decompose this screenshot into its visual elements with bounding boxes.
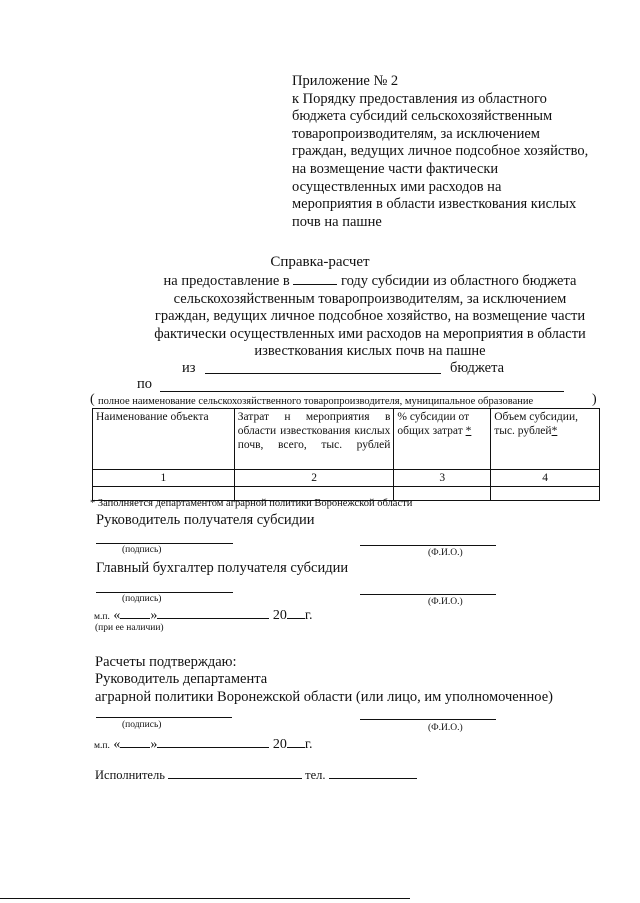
appendix-line: товаропроизводителям, за исключением — [292, 125, 540, 142]
year-prefix: 20 — [272, 608, 287, 623]
certificate-line: граждан, ведущих личное подсобное хозяйство, на возмещение части — [154, 308, 586, 325]
certificate-body — [100, 272, 640, 361]
line1-post: году субсидии из областного бюджета — [341, 273, 577, 289]
budget-label: бюджета — [450, 360, 505, 376]
executor-field[interactable] — [168, 766, 302, 779]
seal-label: м.п. — [94, 741, 110, 751]
header-costs: Затрат н мероприятия в области известкования кислых почв, всего, тыс. рублей — [234, 409, 394, 470]
year-field[interactable] — [287, 735, 305, 748]
seal-label: м.п. — [94, 612, 110, 622]
month-field[interactable] — [157, 606, 269, 619]
name-caption: (Ф.И.О.) — [428, 597, 463, 607]
from-label: из — [182, 360, 196, 376]
header-subsidy-volume: Объем субсидии, тыс. рублей* — [491, 409, 600, 470]
quote-close: » — [150, 608, 158, 623]
certificate-line: сельскохозяйственным товаропроизводителям, за исключением — [173, 290, 567, 307]
table-header-row — [93, 409, 600, 470]
certificate-title: Справка-расчет — [270, 254, 370, 270]
if-any-note: (при ее наличии) — [95, 623, 164, 633]
table-cell: 1 — [93, 470, 235, 487]
certificate-line-1 — [100, 272, 640, 291]
recipient-caption: полное наименование сельскохозяйственного товаропроизводителя, муниципальное образование — [98, 396, 534, 407]
phone-field[interactable] — [329, 766, 417, 779]
appendix-block — [292, 73, 588, 231]
quote-open: « — [113, 737, 121, 752]
certificate-line: фактически осуществленных ими расходов на мероприятия в области — [154, 325, 586, 342]
line1-pre: на предоставление в — [163, 273, 290, 289]
quote-close: » — [150, 737, 158, 752]
phone-label: тел. — [305, 768, 326, 782]
sign-caption: (подпись) — [122, 545, 162, 555]
year-suffix: г. — [304, 737, 313, 752]
sign-caption: (подпись) — [122, 594, 162, 604]
appendix-line: бюджета субсидий сельскохозяйственным — [292, 108, 553, 125]
subsidy-table — [92, 408, 600, 501]
executor-label: Исполнитель — [95, 768, 165, 782]
page-bottom-rule — [0, 898, 410, 899]
head-signature-field[interactable] — [96, 543, 233, 544]
head-label: Руководитель получателя субсидии — [96, 512, 315, 528]
appendix-title: Приложение № 2 — [292, 73, 399, 89]
dept-signature-field[interactable] — [96, 717, 232, 718]
head-name-field[interactable] — [360, 545, 496, 546]
dept-head-line-2: аграрной политики Воронежской области (или лицо, им уполномоченное) — [95, 689, 553, 705]
confirm-label: Расчеты подтверждаю: — [95, 654, 237, 670]
recipient-name-field[interactable] — [160, 391, 564, 392]
appendix-line: осуществленных ими расходов на — [292, 178, 502, 195]
accountant-name-field[interactable] — [360, 594, 496, 595]
year-suffix: г. — [304, 608, 313, 623]
appendix-line: на возмещение части фактически — [292, 160, 499, 177]
paren-open: ( — [90, 392, 95, 407]
appendix-line: граждан, ведущих личное подсобное хозяйство, — [292, 143, 589, 160]
table-cell[interactable] — [491, 487, 600, 501]
budget-name-field[interactable] — [205, 373, 441, 374]
month-field[interactable] — [157, 735, 269, 748]
table-cell: 3 — [394, 470, 491, 487]
dept-name-field[interactable] — [360, 719, 496, 720]
dept-head-line-1: Руководитель департамента — [95, 671, 268, 687]
certificate-line: известкования кислых почв на пашне — [254, 343, 486, 360]
name-caption: (Ф.И.О.) — [428, 548, 463, 558]
table-row — [93, 470, 600, 487]
appendix-line: к Порядку предоставления из областного — [292, 90, 547, 107]
year-prefix: 20 — [272, 737, 287, 752]
table-cell: 4 — [491, 470, 600, 487]
appendix-line: почв на пашне — [292, 213, 382, 230]
accountant-signature-field[interactable] — [96, 592, 233, 593]
accountant-label: Главный бухгалтер получателя субсидии — [96, 560, 349, 576]
year-field[interactable] — [287, 606, 305, 619]
header-object-name: Наименование объекта — [93, 409, 235, 470]
paren-close: ) — [592, 392, 597, 407]
day-field[interactable] — [120, 606, 150, 619]
table-cell: 2 — [234, 470, 394, 487]
date-line-2 — [94, 735, 313, 753]
appendix-line: мероприятия в области известкования кислых — [292, 196, 577, 213]
footnote: * Заполняется департаментом аграрной политики Воронежской области — [90, 498, 413, 509]
sign-caption: (подпись) — [122, 720, 162, 730]
executor-line — [95, 766, 417, 783]
date-line-1 — [94, 606, 313, 624]
header-subsidy-percent: % субсидии от общих затрат * — [394, 409, 491, 470]
to-label: по — [137, 376, 153, 392]
name-caption: (Ф.И.О.) — [428, 723, 463, 733]
quote-open: « — [113, 608, 121, 623]
year-blank[interactable] — [293, 272, 337, 285]
day-field[interactable] — [120, 735, 150, 748]
